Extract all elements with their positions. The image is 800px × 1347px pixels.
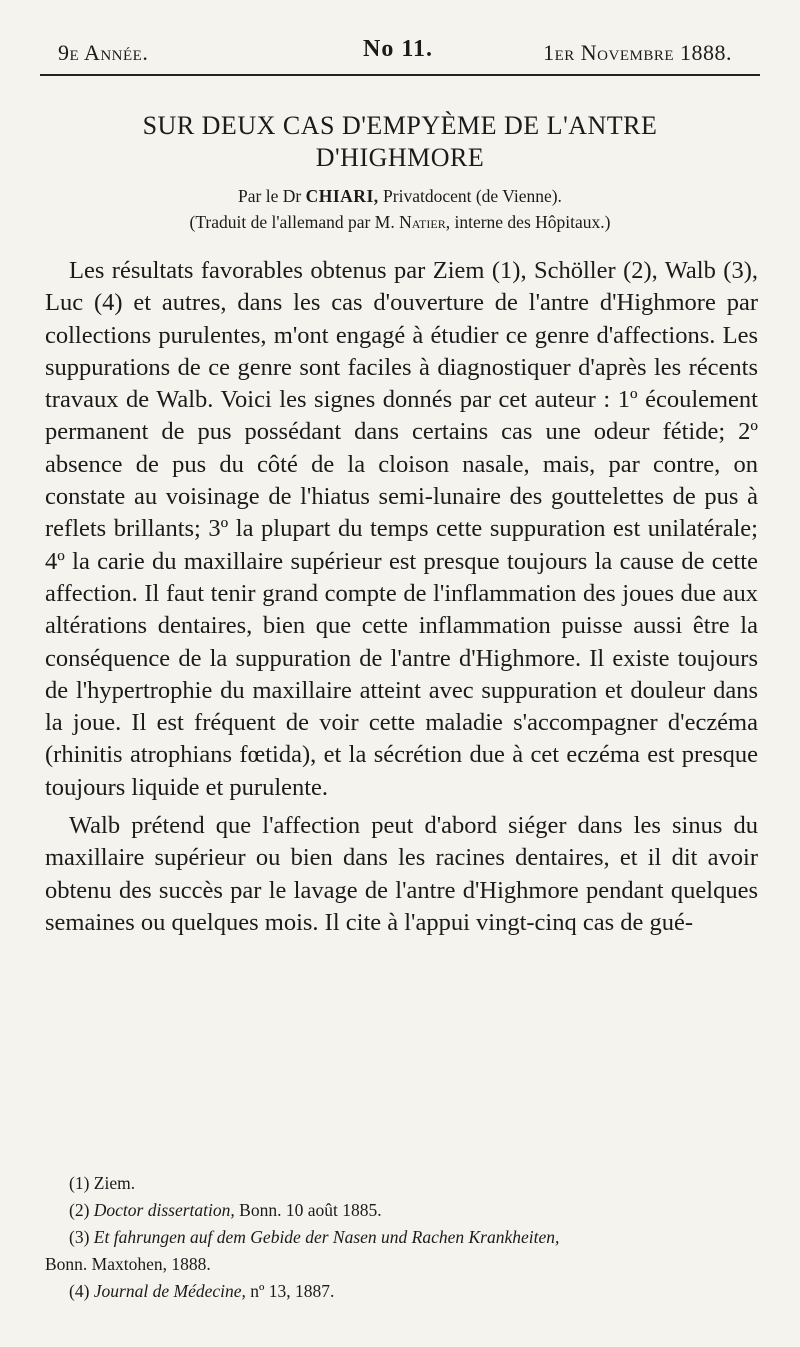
article-title	[60, 110, 740, 174]
footnote-3-title: Et fahrungen auf dem Gebide der Nasen und Rachen Krankheiten,	[93, 1227, 560, 1247]
translator-prefix: (Traduit de l'allemand par M.	[189, 212, 395, 232]
footnote-2	[45, 1197, 758, 1224]
footnotes	[45, 1170, 758, 1305]
paragraph-2: Walb prétend que l'affection peut d'abord siéger dans les sinus du maxillaire supérieur ou bien dans les racines dentaires, et il dit avoir obtenu des succès par le lavage de l'antre d'Highmore pendant quelques semaines ou quelques mois. Il cite à l'appui vingt-cinq cas de gué-	[45, 812, 758, 936]
title-line-1: SUR DEUX CAS D'EMPYÈME DE L'ANTRE	[142, 111, 658, 140]
header-rule	[40, 74, 760, 76]
footnote-4	[45, 1278, 758, 1305]
author-suffix: Privatdocent (de Vienne).	[383, 186, 562, 206]
paragraph-1: Les résultats favorables obtenus par Ziem (1), Schöller (2), Walb (3), Luc (4) et autres, dans les cas d'ouverture de l'antre d'Highmore par collections purulentes, m'ont engagé à étudier ce genre d'affections. Les suppurations de ce genre sont faciles à diagnostiquer d'après les récents travaux de Walb. Voici les signes donnés par cet auteur : 1º écoulement permanent de pus possédant dans certains cas une odeur fétide; 2º absence de pus du côté de la cloison nasale, mais, par contre, on constate au voisinage de l'hiatus semi-lunaire des gouttelettes de pus à reflets brillants; 3º la plupart du temps cette suppuration est unilatérale; 4º la carie du maxillaire supérieur est presque toujours la cause de cette affection. Il faut tenir grand compte de l'inflammation des joues due aux altérations dentaires, bien que cette inflammation puisse aussi être la conséquence de la suppuration de l'antre d'Highmore. Il existe toujours de l'hypertrophie du maxillaire atteint avec suppuration et douleur dans la joue. Il est fréquent de voir cette maladie s'accompagner d'eczéma (rhinitis atrophians fœtida), et la sécrétion due à cet eczéma est presque toujours liquide et purulente.	[45, 257, 758, 801]
article-body	[45, 255, 758, 939]
footnote-1-number: (1)	[69, 1173, 90, 1193]
byline	[60, 183, 740, 235]
footnote-4-rest: nº 13, 1887.	[250, 1281, 335, 1301]
footnote-2-number: (2)	[69, 1200, 90, 1220]
footnote-1-text: Ziem.	[93, 1173, 136, 1193]
running-header	[58, 36, 732, 70]
footnote-3-number: (3)	[69, 1227, 90, 1247]
issue-number: No 11.	[363, 36, 434, 62]
footnote-4-title: Journal de Médecine,	[93, 1281, 246, 1301]
author-prefix: Par le Dr	[238, 186, 302, 206]
volume-label: 9e Année.	[58, 40, 149, 65]
issue-date: 1er Novembre 1888.	[543, 40, 732, 65]
footnote-1	[45, 1170, 758, 1197]
translator-suffix: interne des Hôpitaux.)	[454, 212, 611, 232]
translator-name: Natier,	[399, 212, 451, 232]
author-name: CHIARI,	[305, 186, 379, 206]
translator-line	[60, 209, 740, 235]
footnote-2-title: Doctor dissertation,	[93, 1200, 235, 1220]
footnote-3-rest: Bonn. Maxtohen, 1888.	[45, 1254, 211, 1274]
author-line	[60, 183, 740, 209]
footnote-2-rest: Bonn. 10 août 1885.	[239, 1200, 382, 1220]
footnote-3	[45, 1224, 758, 1278]
footnote-4-number: (4)	[69, 1281, 90, 1301]
title-line-2: D'HIGHMORE	[315, 143, 485, 172]
